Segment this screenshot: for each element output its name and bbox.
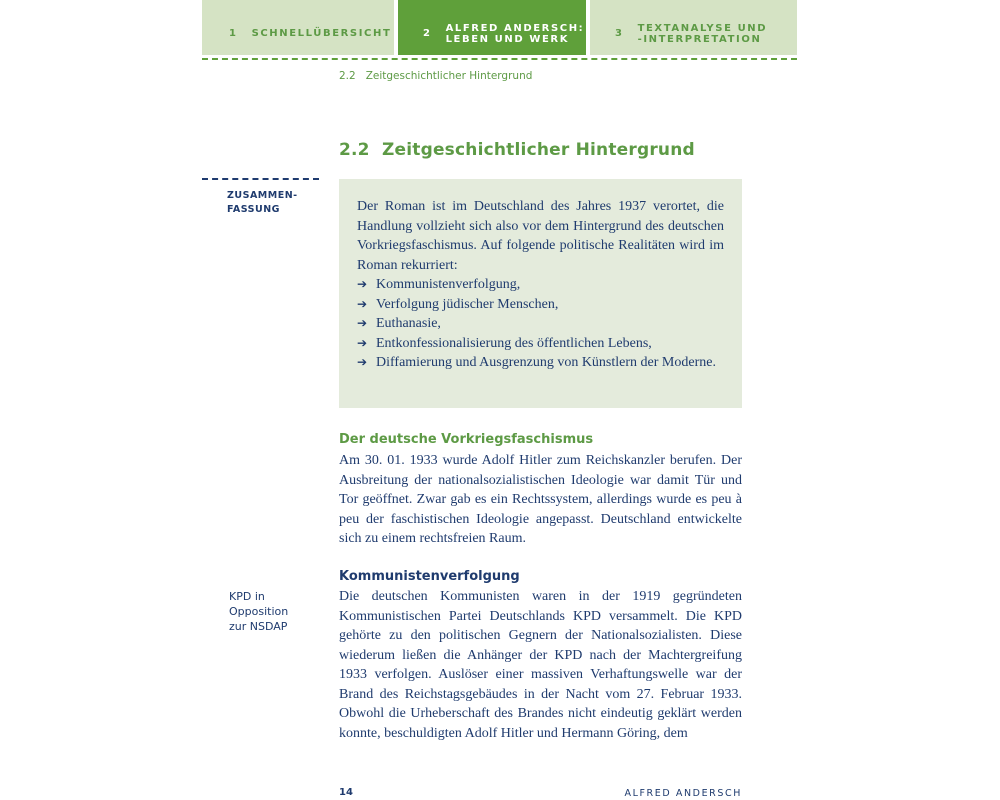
arrow-icon: ➔ xyxy=(357,296,368,311)
tab-textanalyse[interactable] xyxy=(590,0,797,55)
list-item: ➔ Diffamierung und Ausgrenzung von Künstlern der Moderne. xyxy=(357,353,724,373)
tab-label: ALFRED ANDERSCH: LEBEN UND WERK xyxy=(445,22,585,45)
page-number: 14 xyxy=(339,787,353,798)
kpd-margin-note: KPD in Opposition zur NSDAP xyxy=(229,590,289,633)
arrow-icon: ➔ xyxy=(357,316,368,330)
tab-alfred-andersch[interactable] xyxy=(398,0,586,55)
tab-label: TEXTANALYSE UND -INTERPRETATION xyxy=(637,22,768,45)
summary-box xyxy=(339,179,742,408)
paragraph-kommunistenverfolgung: Die deutschen Kommunisten waren in der 1919 gegründeten Kommunistischen Partei Deutschlands KPD versammelt. Die KPD gehörte zu den politischen Gegnern der Nationalsozialisten. Diese wiederum ließen die Anhänger der KPD nach der Machtergreifung 1933 verfolgen. Auslöser einer massiven Verhaftungswelle war der Brand des Reichstagsgebäudes in der Nacht vom 27. Februar 1933. Obwohl die Urheberschaft des Brandes nicht eindeutig geklärt werden konnte, beschuldigten Adolf Hitler und Hermann Göring, dem xyxy=(339,589,742,741)
list-item: ➔ Euthanasie, xyxy=(357,314,724,334)
tab-schnelluebersicht[interactable] xyxy=(202,0,394,55)
subsection-heading-kommunistenverfolgung: Kommunistenverfolgung xyxy=(339,569,520,584)
running-head: 2.2 Zeitgeschichtlicher Hintergrund xyxy=(339,70,533,82)
tab-number: 2 xyxy=(423,28,432,39)
arrow-icon: ➔ xyxy=(357,277,368,291)
summary-margin-label: ZUSAMMEN- FASSUNG xyxy=(227,190,298,215)
list-item: ➔ Verfolgung jüdischer Menschen, xyxy=(357,295,724,315)
arrow-icon: ➔ xyxy=(357,335,368,350)
header-divider xyxy=(202,58,797,60)
tab-number: 1 xyxy=(229,28,238,39)
arrow-icon: ➔ xyxy=(357,355,368,369)
margin-divider xyxy=(202,178,319,180)
list-item: ➔ Entkonfessionalisierung des öffentlichen Lebens, xyxy=(357,334,724,354)
tab-number: 3 xyxy=(615,28,624,39)
summary-list xyxy=(357,275,724,373)
paragraph-vorkriegsfaschismus: Am 30. 01. 1933 wurde Adolf Hitler zum Reichskanzler berufen. Der Ausbreitung der nationalsozialistischen Ideologie war damit Tür und Tor geöffnet. Zwar gab es ein Rechtssystem, allerdings wurde es peu à peu der faschistischen Ideologie angepasst. Deutschland entwickelte sich zu einem rechtsfreien Raum. xyxy=(339,453,742,546)
tab-label: SCHNELLÜBERSICHT xyxy=(251,28,392,39)
page-title: 2.2 Zeitgeschichtlicher Hintergrund xyxy=(339,140,695,160)
subsection-heading-vorkriegsfaschismus: Der deutsche Vorkriegsfaschismus xyxy=(339,432,594,447)
footer-author: ALFRED ANDERSCH xyxy=(624,788,742,799)
list-item: ➔ Kommunistenverfolgung, xyxy=(357,275,724,295)
summary-intro: Der Roman ist im Deutschland des Jahres 1937 verortet, die Handlung vollzieht sich also vor dem Hintergrund des deutschen Vorkriegsfaschismus. Auf folgende politische Realitäten wird im Roman rekurriert: xyxy=(357,199,724,273)
